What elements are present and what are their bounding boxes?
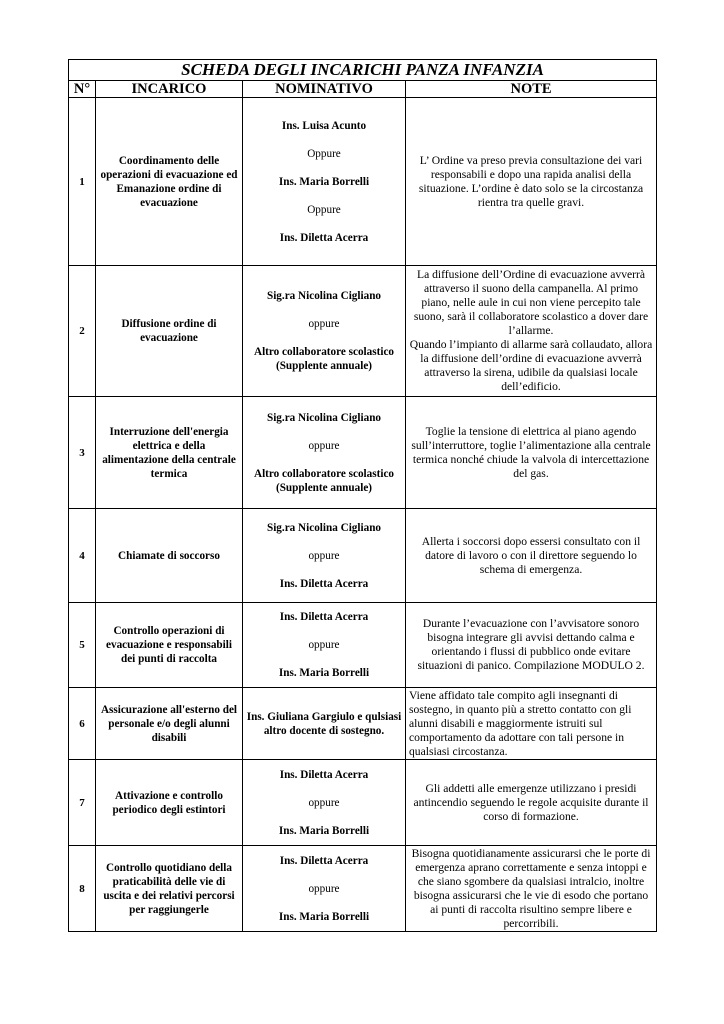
note-cell: L’ Ordine va preso previa consultazione dei vari responsabili e dopo una rapida analisi della situazione. L’ordine è dato solo se la circostanza rientra tra quelle gravi. <box>406 98 657 266</box>
oppure-label: oppure <box>308 318 340 330</box>
row-number: 7 <box>69 760 96 846</box>
oppure-label: Oppure <box>307 147 341 160</box>
nominativo-cell <box>243 98 406 266</box>
oppure-label: oppure <box>308 882 340 895</box>
nominativo-cell <box>243 266 406 397</box>
incarico-cell: Controllo operazioni di evacuazione e responsabili dei punti di raccolta <box>96 603 243 688</box>
note-paragraph: La diffusione dell’Ordine di evacuazione avverrà attraverso il suono della campanella. Al primo piano, nelle aule in cui non viene percepito tale suono, sarà il collaboratore scolastico a dover dare l’allarme. <box>413 268 649 337</box>
incarico-cell: Attivazione e controllo periodico degli estintori <box>96 760 243 846</box>
header-num: N° <box>69 81 96 98</box>
row-number: 2 <box>69 266 96 397</box>
person-name: Ins. Maria Borrelli <box>278 175 370 188</box>
oppure-label: oppure <box>308 639 340 651</box>
incarico-cell: Chiamate di soccorso <box>96 509 243 603</box>
person-name: Ins. Diletta Acerra <box>279 577 369 590</box>
person-name: Ins. Diletta Acerra <box>279 231 369 244</box>
table-row <box>69 688 657 760</box>
person-name: Ins. Luisa Acunto <box>281 119 367 132</box>
header-note: NOTE <box>406 81 657 98</box>
note-cell <box>406 266 657 397</box>
person-name: Ins. Diletta Acerra <box>279 854 369 867</box>
nominativo-cell <box>243 688 406 760</box>
row-number: 4 <box>69 509 96 603</box>
table-row <box>69 846 657 932</box>
person-name: Sig.ra Nicolina Cigliano <box>266 290 382 302</box>
note-cell: Gli addetti alle emergenze utilizzano i presidi antincendio seguendo le regole acquisite durante il corso di formazione. <box>406 760 657 846</box>
person-name: Ins. Diletta Acerra <box>279 768 369 781</box>
person-name: Ins. Maria Borrelli <box>278 824 370 837</box>
note-cell: Durante l’evacuazione con l’avvisatore sonoro bisogna integrare gli avvisi dettando calma e orientando i flussi di pubblico onde evitare situazioni di panico. Compilazione MODULO 2. <box>406 603 657 688</box>
row-number: 5 <box>69 603 96 688</box>
nominativo-cell <box>243 760 406 846</box>
row-number: 1 <box>69 98 96 266</box>
table-row <box>69 98 657 266</box>
oppure-label: Oppure <box>307 203 341 216</box>
note-cell: Viene affidato tale compito agli insegnanti di sostegno, in quanto più a stretto contatto con gli alunni disabili e maggiormente istruiti sul comportamento da adottare con tali persone in qualsiasi circostanza. <box>406 688 657 760</box>
incarichi-table <box>68 59 657 932</box>
incarico-cell: Interruzione dell'energia elettrica e della alimentazione della centrale termica <box>96 397 243 509</box>
incarico-cell: Assicurazione all'esterno del personale e/o degli alunni disabili <box>96 688 243 760</box>
person-name: Ins. Giuliana Gargiulo e qulsiasi altro docente di sostegno. <box>246 710 402 737</box>
incarico-cell: Diffusione ordine di evacuazione <box>96 266 243 397</box>
row-number: 6 <box>69 688 96 760</box>
table-title: SCHEDA DEGLI INCARICHI PANZA INFANZIA <box>69 60 657 81</box>
person-name: Ins. Maria Borrelli <box>278 910 370 923</box>
oppure-label: oppure <box>308 796 340 809</box>
person-name: Altro collaboratore scolastico (Supplente annuale) <box>253 467 395 494</box>
note-paragraph: Quando l’impianto di allarme sarà collaudato, allora la diffusione dell’ordine di evacuazione avverrà attraverso la sirena, udibile da qualsiasi locale dell’edificio. <box>409 338 653 393</box>
person-name: Ins. Diletta Acerra <box>279 611 369 623</box>
oppure-label: oppure <box>308 549 340 562</box>
table-row <box>69 509 657 603</box>
nominativo-cell <box>243 397 406 509</box>
table-row <box>69 760 657 846</box>
note-cell: Bisogna quotidianamente assicurarsi che le porte di emergenza aprano correttamente e senza intoppi e che siano sgombere da qualsiasi intralcio, inoltre bisogna assicurarsi che le vie di esodo che portano ai punti di raccolta risultino sempre libere e percorribili. <box>406 846 657 932</box>
person-name: Ins. Maria Borrelli <box>278 667 370 679</box>
nominativo-cell <box>243 846 406 932</box>
person-name: Sig.ra Nicolina Cigliano <box>266 521 382 534</box>
nominativo-cell <box>243 509 406 603</box>
nominativo-cell <box>243 603 406 688</box>
person-name: Sig.ra Nicolina Cigliano <box>266 411 382 424</box>
note-cell: Allerta i soccorsi dopo essersi consultato con il datore di lavoro o con il direttore seguendo lo schema di emergenza. <box>406 509 657 603</box>
incarico-cell: Coordinamento delle operazioni di evacuazione ed Emanazione ordine di evacuazione <box>96 98 243 266</box>
incarico-cell: Controllo quotidiano della praticabilità delle vie di uscita e dei relativi percorsi per raggiungerle <box>96 846 243 932</box>
header-incarico: INCARICO <box>96 81 243 98</box>
oppure-label: oppure <box>308 439 340 452</box>
table-row <box>69 266 657 397</box>
row-number: 8 <box>69 846 96 932</box>
header-nominativo: NOMINATIVO <box>243 81 406 98</box>
note-cell: Toglie la tensione di elettrica al piano agendo sull’interruttore, toglie l’alimentazione alla centrale termica nonché chiude la valvola di intercettazione del gas. <box>406 397 657 509</box>
table-row <box>69 603 657 688</box>
person-name: Altro collaboratore scolastico (Supplente annuale) <box>253 346 395 372</box>
row-number: 3 <box>69 397 96 509</box>
table-row <box>69 397 657 509</box>
